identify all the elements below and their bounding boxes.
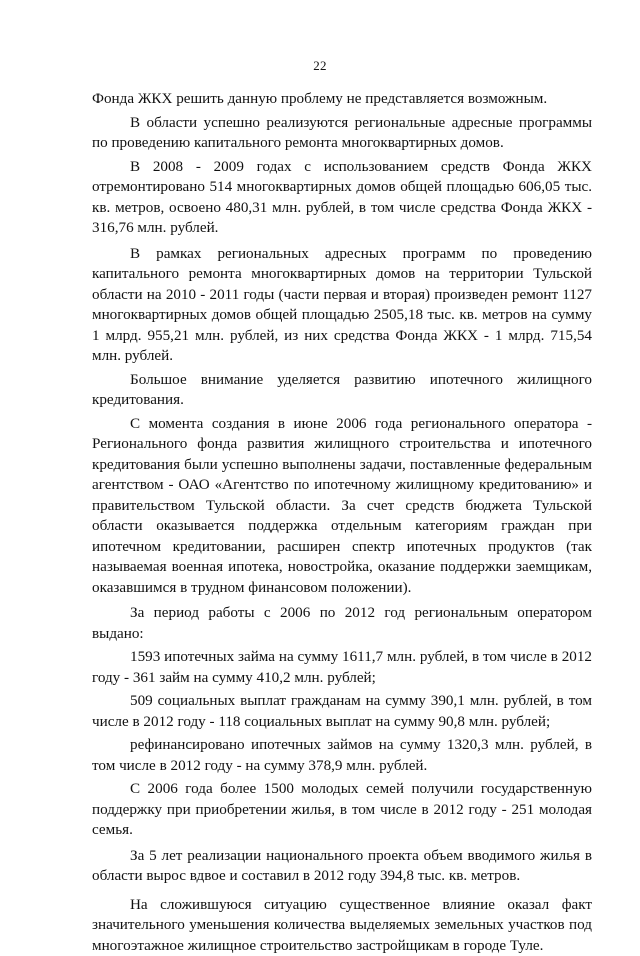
paragraph-refinancing: рефинансировано ипотечных займов на сумму 1320,3 млн. рублей, в том числе в 2012 году - на сумму 378,9 млн. рублей. bbox=[92, 735, 592, 776]
document-body bbox=[92, 89, 592, 956]
page-number: 22 bbox=[0, 58, 640, 74]
paragraph-2008-2009-repairs: В 2008 - 2009 годах с использованием средств Фонда ЖКХ отремонтировано 514 многоквартирных домов общей площадью 606,05 тыс. кв. метров, освоено 480,31 млн. рублей, в том числе средства Фонда ЖКХ - 316,76 млн. рублей. bbox=[92, 157, 592, 239]
paragraph-mortgage-lending: Большое внимание уделяется развитию ипотечного жилищного кредитования. bbox=[92, 370, 592, 411]
paragraph-housing-growth: За 5 лет реализации национального проекта объем вводимого жилья в области вырос вдвое и составил в 2012 году 394,8 тыс. кв. метров. bbox=[92, 846, 592, 887]
paragraph-regional-operator: С момента создания в июне 2006 года регионального оператора - Регионального фонда развития жилищного строительства и ипотечного кредитования были успешно выполнены задачи, поставленные федеральным агентством - ОАО «Агентство по ипотечному жилищному кредитованию» и правительством Тульской области. За счет средств бюджета Тульской области оказывается поддержка отдельным категориям граждан при ипотечном кредитовании, расширен спектр ипотечных продуктов (так называемая военная ипотека, новостройка, оказание поддержки заемщикам, оказавшимся в трудном финансовом положении). bbox=[92, 414, 592, 599]
paragraph-mortgage-loans: 1593 ипотечных займа на сумму 1611,7 млн. рублей, в том числе в 2012 году - 361 займ на сумму 410,2 млн. рублей; bbox=[92, 647, 592, 688]
paragraph-regional-programs: В области успешно реализуются региональные адресные программы по проведению капитального ремонта многоквартирных домов. bbox=[92, 113, 592, 154]
paragraph-social-payments: 509 социальных выплат гражданам на сумму 390,1 млн. рублей, в том числе в 2012 году - 118 социальных выплат на сумму 90,8 млн. рублей; bbox=[92, 691, 592, 732]
paragraph-land-plots: На сложившуюся ситуацию существенное влияние оказал факт значительного уменьшения количества выделяемых земельных участков под многоэтажное жилищное строительство застройщикам в городе Туле. bbox=[92, 895, 592, 956]
paragraph-young-families: С 2006 года более 1500 молодых семей получили государственную поддержку при приобретении жилья, в том числе в 2012 году - 251 молодая семья. bbox=[92, 779, 592, 841]
paragraph-continuation: Фонда ЖКХ решить данную проблему не представляется возможным. bbox=[92, 89, 592, 110]
paragraph-issued-intro: За период работы с 2006 по 2012 год региональным оператором выдано: bbox=[92, 603, 592, 644]
paragraph-2010-2011-repairs: В рамках региональных адресных программ по проведению капитального ремонта многоквартирных домов на территории Тульской области на 2010 - 2011 годы (части первая и вторая) произведен ремонт 1127 многоквартирных домов общей площадью 2505,18 тыс. кв. метров на сумму 1 млрд. 955,21 млн. рублей, из них средства Фонда ЖКХ - 1 млрд. 715,54 млн. рублей. bbox=[92, 244, 592, 367]
